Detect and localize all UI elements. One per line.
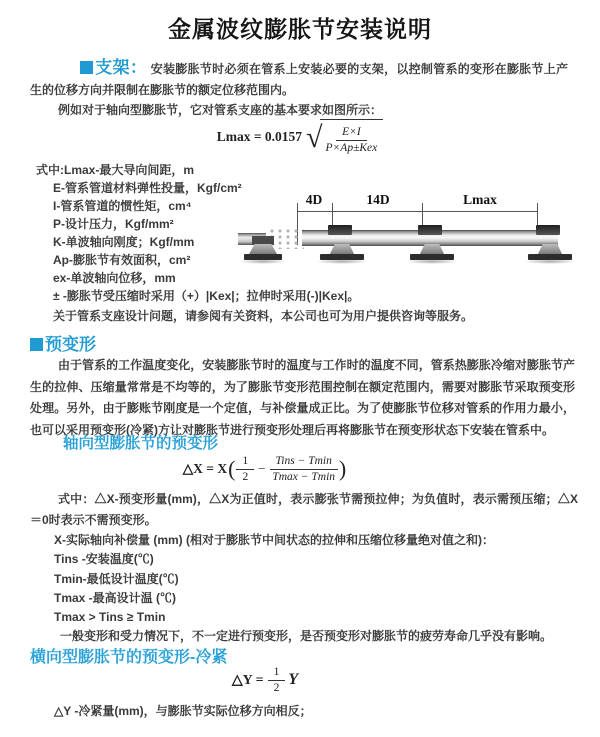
- definition-item: E-管系管道材料弹性投量，Kgf/cm²: [53, 181, 242, 195]
- dim-label-4d: 4D: [305, 192, 323, 207]
- guide-support-saddle: [536, 225, 560, 235]
- definition-line: Tmin-最低设计温度(℃): [54, 571, 179, 586]
- lateral-formula-explanation: △Y -冷紧量(mm)，与膨胀节实际位移方向相反；: [54, 704, 312, 718]
- lateral-predeform-formula: [0, 665, 530, 695]
- guide-support-shadow: [316, 259, 368, 264]
- lmax-formula-numerator: E×I: [336, 126, 367, 141]
- support-heading-label: 支架：: [95, 58, 148, 77]
- guide-support-shadow: [524, 259, 576, 264]
- lateral-formula-rhs: Y: [288, 671, 299, 688]
- definition-item: ex-单波轴向位移，mm: [53, 271, 176, 285]
- temp-denominator: Tmax − Tmin: [272, 470, 336, 483]
- section-square-icon: [30, 338, 43, 351]
- lmax-formula-radicand: [320, 119, 384, 155]
- definition-first: 式中:Lmax-最大导向间距，m: [36, 163, 195, 177]
- half-numerator: 1: [268, 666, 286, 681]
- dim-label-14d: 14D: [366, 192, 390, 207]
- axial-predeform-heading: 轴向型膨胀节的预变形: [63, 435, 219, 452]
- axial-definition-lines: [54, 531, 594, 647]
- predeform-section-heading: [30, 330, 96, 355]
- lmax-formula-lhs: Lmax = 0.0157: [216, 129, 303, 144]
- support-example-text: 例如对于轴向型膨胀节，它对管系支座的基本要求如图所示：: [58, 103, 383, 117]
- guide-support-saddle: [418, 225, 442, 235]
- predeform-paragraph: 由于管系的工作温度变化，安装膨胀节时的温度与工作时的温度不同，管系热膨胀冷缩对膨胀节产生的拉伸、压缩量常常是不均等的，为了膨胀节变形范围控制在额定范围内，需要对膨胀节采取预变形处理。另外，由于膨账节刚度是一个定值，与补偿量成正比。为了使膨胀节位移对管系的作用力最小，也可以采用预变形(冷紧)方让对膨胀节进行预变形处理后再将膨胀节在预变形状态下安装在管系中。: [30, 358, 575, 437]
- support-section-heading: [80, 58, 147, 77]
- section-square-icon: [80, 61, 93, 74]
- support-note: 关于管系支座设计问题，请参阅有关资料，本公司也可为用户提供咨询等服务。: [53, 309, 474, 323]
- dim-label-lmax: Lmax: [463, 192, 497, 207]
- temp-numerator: Tins − Tmin: [270, 455, 338, 470]
- definition-item: K-单波轴向刚度；Kgf/mm: [53, 235, 195, 249]
- page-title: 金属波纹膨胀节安装说明: [168, 16, 432, 42]
- axial-formula-explanation: 式中：△X-预变形量(mm)，△X为正值时，表示膨张节需预拉伸；为负值时，表示需预压缩；△X＝0时表示不需预变形。: [30, 492, 578, 527]
- lmax-formula-denominator: P×Ap±Kex: [325, 142, 378, 154]
- close-paren: ): [338, 456, 347, 481]
- minus-sign: −: [258, 461, 266, 476]
- axial-predeform-formula: [0, 452, 530, 486]
- lmax-formula: [0, 119, 600, 155]
- anchor-shadow: [240, 259, 286, 264]
- definition-item: I-管系管道的惯性矩，cm⁴: [53, 199, 192, 213]
- support-intro-text: 安装膨胀节时必须在管系上安装必要的支架，以控制管系的变形在膨胀节上产生的位移方向并限制在膨胀节的额定位移范围内。: [30, 62, 568, 97]
- definition-line: Tmax -最高设计温 (℃): [54, 590, 177, 605]
- dimension-line: [297, 211, 537, 212]
- sqrt-radical-icon: √: [306, 121, 323, 154]
- half-denominator: 2: [242, 470, 249, 483]
- anchor-support: [252, 236, 274, 245]
- definition-line: Tmax > Tins ≥ Tmin: [54, 610, 166, 625]
- guide-support-saddle: [328, 225, 352, 235]
- axial-formula-lhs: △X = X: [182, 461, 228, 476]
- definition-line: 一般变形和受力情况下，不一定进行预变形，是否预变形对膨胀节的疲劳寿命几乎没有影响。: [60, 629, 553, 644]
- lateral-predeform-heading: 横向型膨胀节的预变形-冷紧: [30, 649, 228, 666]
- half-numerator: 1: [236, 455, 254, 470]
- support-paragraph: [30, 57, 568, 101]
- definition-item: ± -膨胀节受压缩时采用（+）|Kex|；拉伸时采用(-)|Kex|。: [53, 289, 360, 303]
- open-paren: (: [228, 456, 236, 481]
- definition-line: Tins -安装温度(℃): [54, 552, 154, 567]
- definition-item: P-设计压力，Kgf/mm²: [53, 217, 174, 231]
- lateral-formula-lhs: △Y =: [231, 672, 264, 688]
- definition-item: Ap-膨胀节有效面积，cm²: [53, 253, 191, 267]
- pipe-support-diagram: [238, 192, 600, 277]
- predeform-heading-label: 预变形: [45, 335, 96, 354]
- guide-support-shadow: [406, 259, 458, 264]
- half-denominator: 2: [273, 681, 280, 694]
- definition-line: X-实际轴向补偿量 (mm) (相对于膨胀节中间状态的拉伸和压缩位移量绝对值之和)：: [54, 533, 494, 547]
